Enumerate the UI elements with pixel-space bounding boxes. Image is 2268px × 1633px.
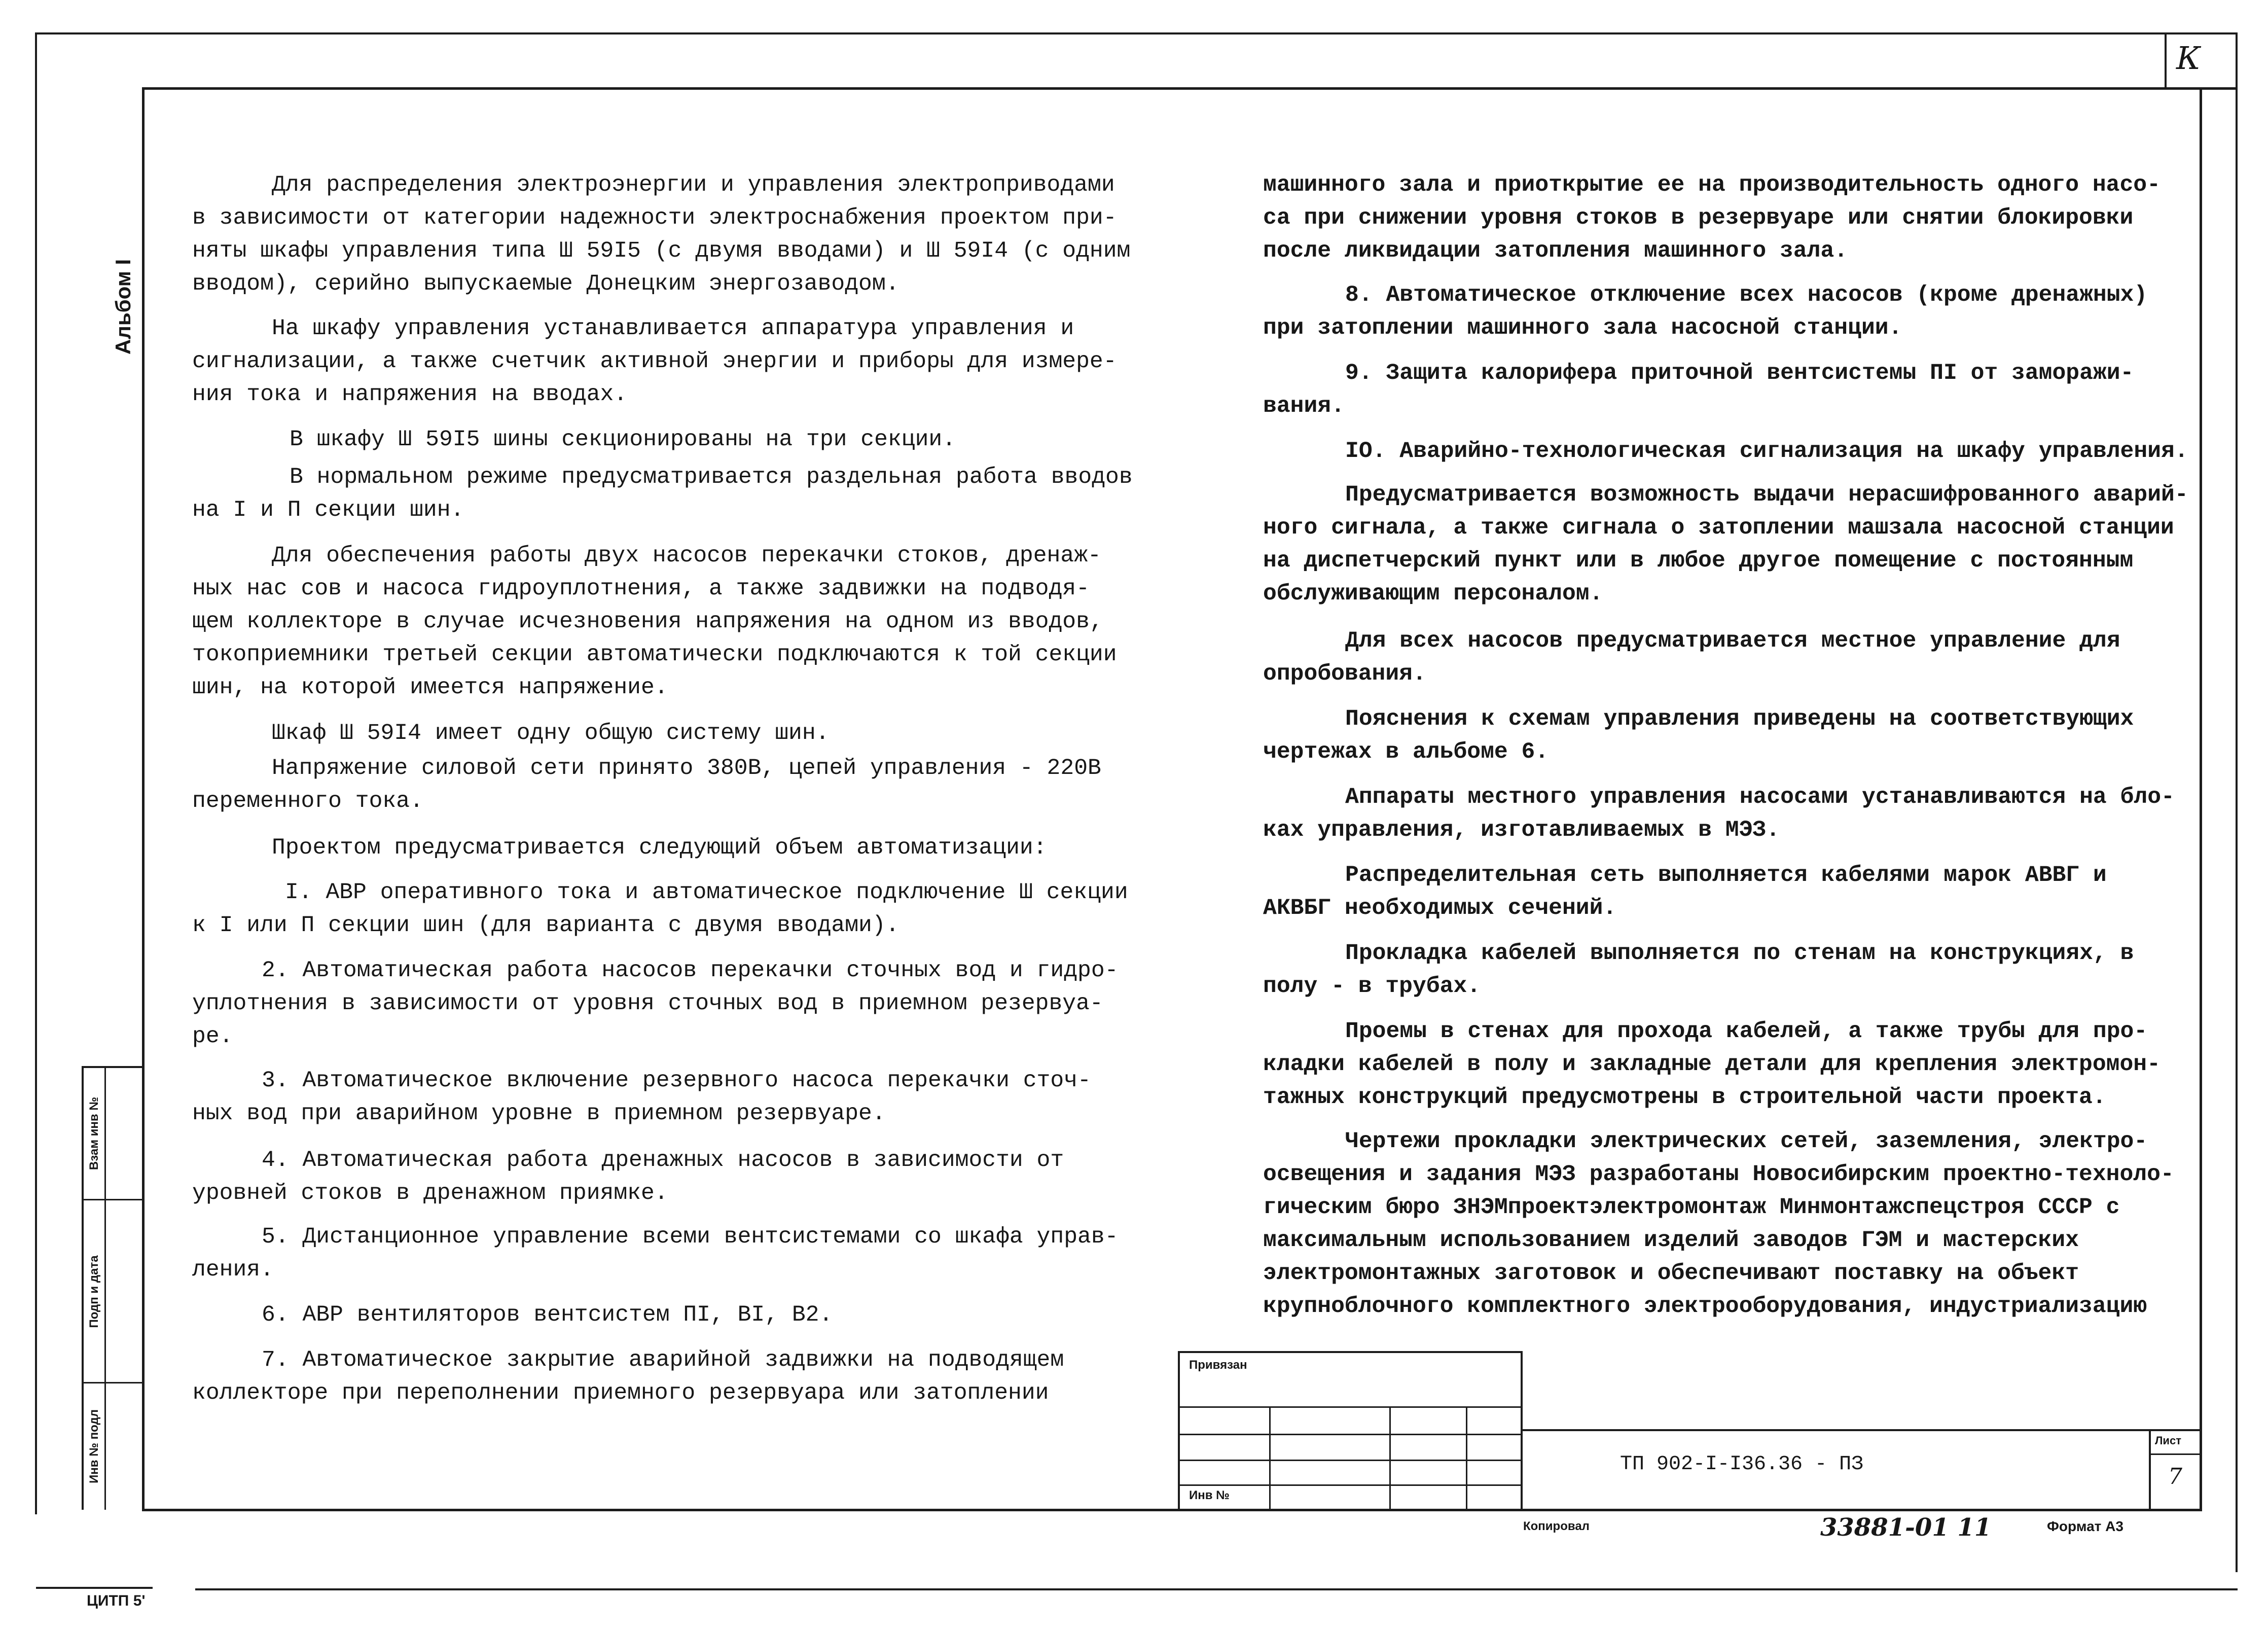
album-label: Альбом I — [111, 259, 135, 355]
sheet-number: 7 — [2168, 1464, 2182, 1489]
automation-item-4: 4. Автоматическая работа дренажных насосов в зависимости от уровней стоков в дренажном приямке. — [192, 1148, 1064, 1206]
paragraph-cable-laying: Прокладка кабелей выполняется по стенам на конструкциях, в полу - в трубах. — [1263, 941, 2134, 999]
paragraph-automation-intro: Проектом предусматривается следующий объем автоматизации: — [272, 835, 1047, 861]
paragraph-voltage: Напряжение силовой сети принято 380В, цепей управления - 220В переменного тока. — [192, 756, 1101, 814]
attach-box-row — [1178, 1434, 1523, 1435]
attach-box-col — [1466, 1406, 1467, 1510]
automation-item-5: 5. Дистанционное управление всеми вентсистемами со шкафа управ- ления. — [192, 1224, 1119, 1283]
paragraph-drawings-developer: Чертежи прокладки электрических сетей, заземления, электро- освещения и задания МЭЗ разработаны Новосибирским проектно-техноло- гическим бюро ЗНЭМпроектэлектромонтаж Минмонтажспецстроя СССР с максимальным использованием изделий заводов ГЭМ и мастерских электромонтажных заготовок и обеспечивают поставку на объект крупноблочного комплектного электрооборудования, индустриализацию — [1263, 1129, 2174, 1319]
sheet-box-left — [2149, 1429, 2151, 1510]
automation-item-2: 2. Автоматическая работа насосов перекачки сточных вод и гидро- уплотнения в зависимости от уровня сточных вод в приемном резервуа- ре. — [192, 958, 1119, 1049]
automation-item-10: IO. Аварийно-технологическая сигнализация на шкафу управления. — [1345, 439, 2188, 464]
automation-item-3: 3. Автоматическое включение резервного насоса перекачки сточ- ных вод при аварийном уровне в приемном резервуаре. — [192, 1068, 1091, 1126]
side-stamp-replaced-inv-label: Взам инв № — [87, 1096, 101, 1170]
outer-frame-bottom-stub — [36, 1587, 153, 1589]
attach-box-row — [1178, 1460, 1523, 1461]
automation-item-8: 8. Автоматическое отключение всех насосов (кроме дренажных) при затоплении машинного зала насосной станции. — [1263, 282, 2148, 341]
paragraph-distribution-cabinets: Для распределения электроэнергии и управления электроприводами в зависимости от категории надежности электроснабжения проектом при- няты шкафы управления типа Ш 59I5 (с двумя вводами) и Ш 59I4 (с одним вводом), серийно выпускаемые Донецким энергозаводом. — [192, 172, 1131, 297]
side-stamp-row-divider — [82, 1199, 143, 1200]
corner-mark: К — [2176, 40, 2201, 77]
attach-box-top — [1178, 1351, 1523, 1353]
inv-number-label: Инв № — [1189, 1488, 1230, 1502]
format-label: Формат А3 — [2047, 1518, 2123, 1534]
inner-frame-left — [142, 87, 145, 1511]
inner-frame-top — [142, 87, 2238, 90]
outer-frame-bottom — [195, 1588, 2238, 1590]
paragraph-bus-sections: В шкафу Ш 59I5 шины секционированы на три секции. — [290, 427, 956, 452]
automation-item-9: 9. Защита калорифера приточной вентсистемы ПI от заморажи- вания. — [1263, 361, 2134, 419]
side-stamp-sign-date-label: Подп и дата — [87, 1255, 101, 1328]
paragraph-cabinet-equipment: На шкафу управления устанавливается аппаратура управления и сигнализации, а также счетчик активной энергии и приборы для измере- ния тока и напряжения на вводах. — [192, 316, 1117, 407]
outer-frame-right — [2236, 32, 2238, 1572]
copied-label: Копировал — [1523, 1519, 1590, 1533]
attach-box-row — [1178, 1406, 1523, 1408]
paragraph-local-devices: Аппараты местного управления насосами устанавливаются на бло- ках управления, изготавливаемых в МЭЗ. — [1263, 785, 2175, 843]
outer-frame-left — [35, 32, 37, 1514]
attach-box-left — [1178, 1351, 1180, 1510]
side-stamp-left — [82, 1066, 84, 1510]
inner-frame-right — [2200, 87, 2202, 1511]
document-designation: ТП 902-I-I36.36 - ПЗ — [1620, 1453, 1864, 1476]
sheet-box-divider — [2149, 1453, 2202, 1455]
inner-frame-bottom — [142, 1509, 2202, 1511]
side-stamp-inner-divider — [104, 1066, 106, 1510]
corner-box-divider — [2165, 32, 2167, 89]
paragraph-wall-openings: Проемы в стенах для прохода кабелей, а также трубы для про- кладки кабелей в полу и закладные детали для крепления электромон- тажных конструкций предусмотрены в строительной части проекта. — [1263, 1019, 2161, 1110]
paragraph-local-control: Для всех насосов предусматривается местное управление для опробования. — [1263, 628, 2120, 687]
side-stamp-row-divider — [82, 1382, 143, 1383]
automation-item-7-continued: машинного зала и приоткрытие ее на производительность одного насо- са при снижении уровня стоков в резервуаре или снятии блокировки после ликвидации затопления машинного зала. — [1263, 172, 2161, 264]
paragraph-third-section: Для обеспечения работы двух насосов перекачки стоков, дренаж- ных нас сов и насоса гидроуплотнения, а также задвижки на подводя- щем коллекторе в случае исчезновения напряжения на одном из вводов, токоприемники третьей секции автоматически подключаются к той секции шин, на которой имеется напряжение. — [192, 543, 1117, 700]
attached-label: Привязан — [1189, 1358, 1247, 1372]
origin-mark: ЦИТП 5' — [87, 1592, 146, 1609]
paragraph-alarm-signal: Предусматривается возможность выдачи нерасшифрованного аварий- ного сигнала, а также сигнала о затоплении машзала насосной станции на диспетчерский пункт или в любое другое помещение с постоянным обслуживающим персоналом. — [1263, 482, 2188, 607]
attach-box-col — [1389, 1406, 1391, 1510]
side-stamp-inv-original-label: Инв № подл — [87, 1409, 101, 1483]
attach-box-row — [1178, 1484, 1523, 1486]
designation-box-top — [1521, 1429, 2202, 1431]
stamp-number: 33881-01 11 — [1820, 1513, 1992, 1542]
automation-item-7: 7. Автоматическое закрытие аварийной задвижки на подводящем коллекторе при переполнении приемного резервуара или затоплении — [192, 1347, 1064, 1406]
outer-frame-top — [35, 32, 2238, 34]
paragraph-normal-mode: В нормальном режиме предусматривается раздельная работа вводов на I и П секции шин. — [192, 465, 1133, 523]
automation-item-1: I. АВР оперативного тока и автоматическое подключение Ш секции к I или П секции шин (для варианта с двумя вводами). — [192, 880, 1128, 938]
paragraph-single-bus: Шкаф Ш 59I4 имеет одну общую систему шин. — [272, 721, 830, 746]
sheet-label: Лист — [2155, 1434, 2181, 1447]
side-stamp-top — [82, 1066, 143, 1068]
paragraph-explanations: Пояснения к схемам управления приведены на соответствующих чертежах в альбоме 6. — [1263, 706, 2134, 765]
paragraph-distribution-network: Распределительная сеть выполняется кабелями марок АВВГ и АКВБГ необходимых сечений. — [1263, 863, 2107, 921]
attach-box-col — [1269, 1406, 1271, 1510]
automation-item-6: 6. АВР вентиляторов вентсистем ПI, ВI, В2. — [262, 1302, 833, 1328]
